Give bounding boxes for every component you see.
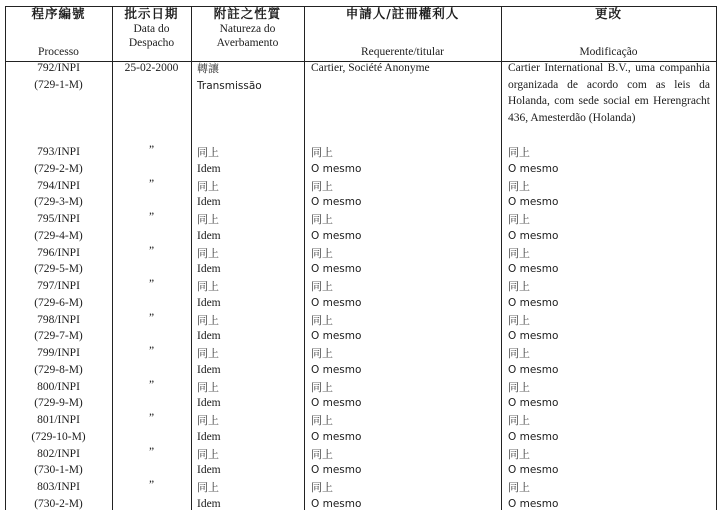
row-change-pt: O mesmo bbox=[508, 296, 559, 309]
row-applicant-zh: 同上 bbox=[311, 246, 333, 260]
header-process-zh: 程序編號 bbox=[31, 6, 86, 21]
header-change-pt: Modificação bbox=[579, 46, 638, 58]
row-applicant-pt: O mesmo bbox=[311, 229, 362, 242]
row-process: 801/INPI bbox=[37, 414, 80, 426]
row-nature-zh: 同上 bbox=[197, 414, 219, 427]
row-subprocess: (729-4-M) bbox=[34, 229, 83, 242]
row-applicant: Cartier, Société Anonyme bbox=[311, 62, 430, 74]
row-applicant-pt: O mesmo bbox=[311, 330, 362, 343]
row-nature-pt: Idem bbox=[197, 196, 221, 209]
row-applicant-pt: O mesmo bbox=[311, 296, 362, 309]
row-change-pt: O mesmo bbox=[508, 397, 559, 410]
row-applicant-zh: 同上 bbox=[311, 146, 333, 159]
header-nature bbox=[191, 6, 304, 60]
row-date-ditto: ” bbox=[148, 412, 155, 424]
row-applicant-pt: O mesmo bbox=[311, 497, 362, 510]
row-nature-zh: 同上 bbox=[197, 146, 219, 159]
row-date: 25-02-2000 bbox=[124, 62, 179, 74]
header-date-pt1: Data do bbox=[133, 23, 170, 35]
row-change-pt: O mesmo bbox=[508, 330, 559, 343]
row-nature-pt: Transmissão bbox=[197, 80, 262, 92]
row-date-ditto: ” bbox=[148, 244, 155, 257]
row-subprocess: (730-1-M) bbox=[34, 464, 83, 477]
column-divider bbox=[501, 6, 502, 510]
row-applicant-zh: 同上 bbox=[311, 313, 333, 327]
row-change-zh: 同上 bbox=[508, 313, 530, 327]
row-date-ditto: ” bbox=[148, 144, 155, 156]
row-date-ditto: ” bbox=[148, 311, 155, 324]
row-change-pt: O mesmo bbox=[508, 162, 559, 175]
row-applicant-zh: 同上 bbox=[311, 179, 333, 193]
row-change-zh: 同上 bbox=[508, 246, 530, 260]
row-change-pt: O mesmo bbox=[508, 363, 559, 376]
row-nature-pt: Idem bbox=[197, 497, 221, 510]
row-nature-pt: Idem bbox=[197, 162, 221, 175]
row-change-zh: 同上 bbox=[508, 280, 530, 293]
header-change bbox=[501, 6, 716, 60]
row-process: 802/INPI bbox=[37, 447, 80, 460]
row-nature-zh: 同上 bbox=[197, 313, 219, 327]
row-nature-zh: 同上 bbox=[197, 246, 219, 260]
row-subprocess: (729-2-M) bbox=[34, 162, 83, 175]
row-applicant-zh: 同上 bbox=[311, 380, 333, 394]
row-date-ditto: ” bbox=[148, 479, 155, 491]
row-applicant-pt: O mesmo bbox=[311, 263, 362, 276]
row-nature-zh: 同上 bbox=[197, 380, 219, 394]
header-applicant bbox=[304, 6, 501, 60]
row-nature-zh: 轉讓 bbox=[197, 62, 219, 75]
row-applicant-zh: 同上 bbox=[311, 481, 333, 494]
row-subprocess: (729-7-M) bbox=[34, 330, 83, 343]
row-nature-pt: Idem bbox=[197, 430, 221, 443]
row-nature-pt: Idem bbox=[197, 263, 221, 276]
row-change-zh: 同上 bbox=[508, 146, 530, 159]
row-nature-pt: Idem bbox=[197, 363, 221, 376]
row-nature-pt: Idem bbox=[197, 296, 221, 309]
row-applicant-pt: O mesmo bbox=[311, 464, 362, 477]
row-change-pt: O mesmo bbox=[508, 497, 559, 510]
row-nature-zh: 同上 bbox=[197, 347, 219, 360]
row-nature-zh: 同上 bbox=[197, 447, 219, 461]
row-applicant-zh: 同上 bbox=[311, 347, 333, 360]
header-nature-pt2: Averbamento bbox=[216, 37, 279, 49]
header-process bbox=[5, 6, 112, 60]
row-process: 803/INPI bbox=[37, 481, 80, 493]
column-divider bbox=[304, 6, 305, 510]
header-change-zh: 更改 bbox=[594, 6, 622, 21]
row-change-zh: 同上 bbox=[508, 447, 530, 461]
row-subprocess: (729-6-M) bbox=[34, 296, 83, 309]
row-applicant-zh: 同上 bbox=[311, 414, 333, 427]
row-process: 792/INPI bbox=[37, 62, 80, 74]
row-change-zh: 同上 bbox=[508, 414, 530, 427]
row-applicant-zh: 同上 bbox=[311, 280, 333, 293]
row-process: 797/INPI bbox=[37, 280, 80, 292]
row-applicant-zh: 同上 bbox=[311, 213, 333, 226]
row-change-zh: 同上 bbox=[508, 347, 530, 360]
row-change-pt: O mesmo bbox=[508, 196, 559, 209]
row-applicant-pt: O mesmo bbox=[311, 162, 362, 175]
row-nature-zh: 同上 bbox=[197, 481, 219, 494]
row-process: 796/INPI bbox=[37, 246, 80, 259]
row-change-description: Cartier International B.V., uma companhia organizada de acordo com as leis da Holanda, com sede social em Herengracht 436, Amesterdão (Holanda) bbox=[508, 62, 710, 125]
row-nature-pt: Idem bbox=[197, 464, 221, 477]
row-change-pt: O mesmo bbox=[508, 263, 559, 276]
header-applicant-zh: 申請人/註冊權利人 bbox=[345, 6, 460, 21]
header-date-pt2: Despacho bbox=[128, 37, 175, 49]
row-nature-zh: 同上 bbox=[197, 179, 219, 193]
row-date-ditto: ” bbox=[148, 345, 155, 357]
row-process: 798/INPI bbox=[37, 313, 80, 326]
table-border-right bbox=[716, 6, 717, 510]
row-nature-pt: Idem bbox=[197, 229, 221, 242]
row-change-zh: 同上 bbox=[508, 380, 530, 394]
column-divider bbox=[191, 6, 192, 510]
row-change-zh: 同上 bbox=[508, 213, 530, 226]
row-change-pt: O mesmo bbox=[508, 229, 559, 242]
row-subprocess: (730-2-M) bbox=[34, 497, 83, 510]
row-date-ditto: ” bbox=[148, 378, 155, 391]
row-change-pt: O mesmo bbox=[508, 464, 559, 477]
row-applicant-pt: O mesmo bbox=[311, 363, 362, 376]
row-change-pt: O mesmo bbox=[508, 430, 559, 443]
row-process: 794/INPI bbox=[37, 179, 80, 192]
row-date-ditto: ” bbox=[148, 211, 155, 223]
row-applicant-pt: O mesmo bbox=[311, 430, 362, 443]
row-process: 795/INPI bbox=[37, 213, 80, 225]
header-applicant-pt: Requerente/titular bbox=[360, 46, 445, 58]
row-subprocess: (729-1-M) bbox=[34, 79, 83, 91]
row-subprocess: (729-8-M) bbox=[34, 363, 83, 376]
row-process: 800/INPI bbox=[37, 380, 80, 393]
row-applicant-zh: 同上 bbox=[311, 447, 333, 461]
header-nature-pt1: Natureza do bbox=[219, 23, 276, 35]
row-subprocess: (729-5-M) bbox=[34, 263, 83, 276]
header-date bbox=[112, 6, 191, 60]
header-date-zh: 批示日期 bbox=[124, 6, 179, 21]
row-subprocess: (729-10-M) bbox=[31, 430, 86, 443]
row-date-ditto: ” bbox=[148, 278, 155, 290]
registry-table bbox=[5, 6, 717, 510]
row-subprocess: (729-3-M) bbox=[34, 196, 83, 209]
row-process: 793/INPI bbox=[37, 146, 80, 158]
row-change-zh: 同上 bbox=[508, 481, 530, 494]
header-process-pt: Processo bbox=[38, 46, 79, 58]
row-nature-zh: 同上 bbox=[197, 280, 219, 293]
row-change-zh: 同上 bbox=[508, 179, 530, 193]
row-nature-pt: Idem bbox=[197, 330, 221, 343]
row-process: 799/INPI bbox=[37, 347, 80, 359]
row-date-ditto: ” bbox=[148, 177, 155, 190]
row-applicant-pt: O mesmo bbox=[311, 196, 362, 209]
header-nature-zh: 附註之性質 bbox=[213, 6, 282, 21]
row-nature-pt: Idem bbox=[197, 397, 221, 410]
row-applicant-pt: O mesmo bbox=[311, 397, 362, 410]
row-date-ditto: ” bbox=[148, 445, 155, 458]
row-subprocess: (729-9-M) bbox=[34, 397, 83, 410]
row-nature-zh: 同上 bbox=[197, 213, 219, 226]
